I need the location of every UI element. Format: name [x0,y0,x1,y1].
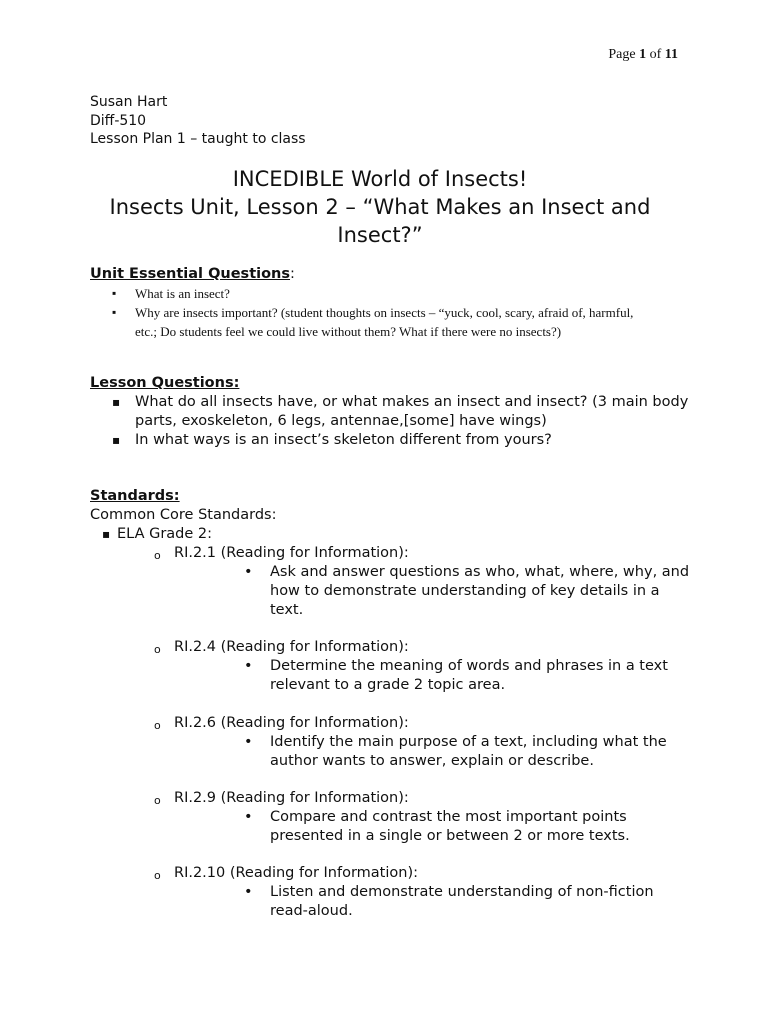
list-item: ▪ In what ways is an insect’s skeleton different from yours? [90,431,695,450]
standards-heading: Standards: [90,488,180,504]
unit-questions-section [90,265,650,341]
standard-detail: • Identify the main purpose of a text, including what the author wants to answer, explain or describe. [270,733,690,771]
standard-code: o RI.2.9 (Reading for Information): [90,789,690,808]
standards-section [90,487,690,919]
standard-detail: • Listen and demonstrate understanding of non-fiction read-aloud. [270,883,690,921]
course-code: Diff-510 [90,112,147,129]
unit-questions-list [90,284,650,341]
standard-item [90,544,690,620]
title-line-2: Insects Unit, Lesson 2 – “What Makes an Insect and Insect?” [109,195,651,247]
list-item: ▪ What is an insect? [90,284,650,303]
lesson-questions-section [90,374,695,450]
standard-item [90,789,690,846]
ela-grade-label: ▪ ELA Grade 2: [90,525,277,544]
list-item: ▪ Why are insects important? (student thoughts on insects – “yuck, cool, scary, afraid of, harmful, etc.; Do students feel we could live without them? What if there were no insects?) [90,303,650,341]
document-title [80,165,680,249]
page-of: of [646,47,665,62]
lesson-plan-label: Lesson Plan 1 – taught to class [90,131,306,147]
author-name: Susan Hart [90,94,168,110]
page-prefix: Page [608,47,640,62]
unit-questions-colon: : [290,266,295,282]
lesson-questions-list [90,393,695,450]
standard-code: o RI.2.1 (Reading for Information): [90,544,690,563]
title-line-1: INCEDIBLE World of Insects! [232,167,528,191]
standard-item [90,864,690,921]
standard-code: o RI.2.4 (Reading for Information): [90,638,690,657]
lesson-questions-heading: Lesson Questions: [90,375,240,391]
common-core-label: Common Core Standards: [90,507,277,523]
page-total: 11 [664,47,678,62]
standard-detail: • Compare and contrast the most important points presented in a single or between 2 or more texts. [270,808,690,846]
page-number [608,47,678,63]
standard-code: o RI.2.10 (Reading for Information): [90,864,690,883]
unit-questions-heading [90,265,650,284]
author-block [90,93,306,149]
standard-item [90,638,690,695]
unit-questions-heading-text: Unit Essential Questions [90,266,291,282]
standard-item [90,714,690,771]
page-current: 1 [639,47,647,62]
standard-detail: • Ask and answer questions as who, what, where, why, and how to demonstrate understanding of key details in a text. [270,563,690,620]
standard-detail: • Determine the meaning of words and phrases in a text relevant to a grade 2 topic area. [270,657,690,695]
list-item: ▪ What do all insects have, or what makes an insect and insect? (3 main body parts, exoskeleton, 6 legs, antennae,[some] have wings) [90,393,695,431]
standard-code: o RI.2.6 (Reading for Information): [90,714,690,733]
